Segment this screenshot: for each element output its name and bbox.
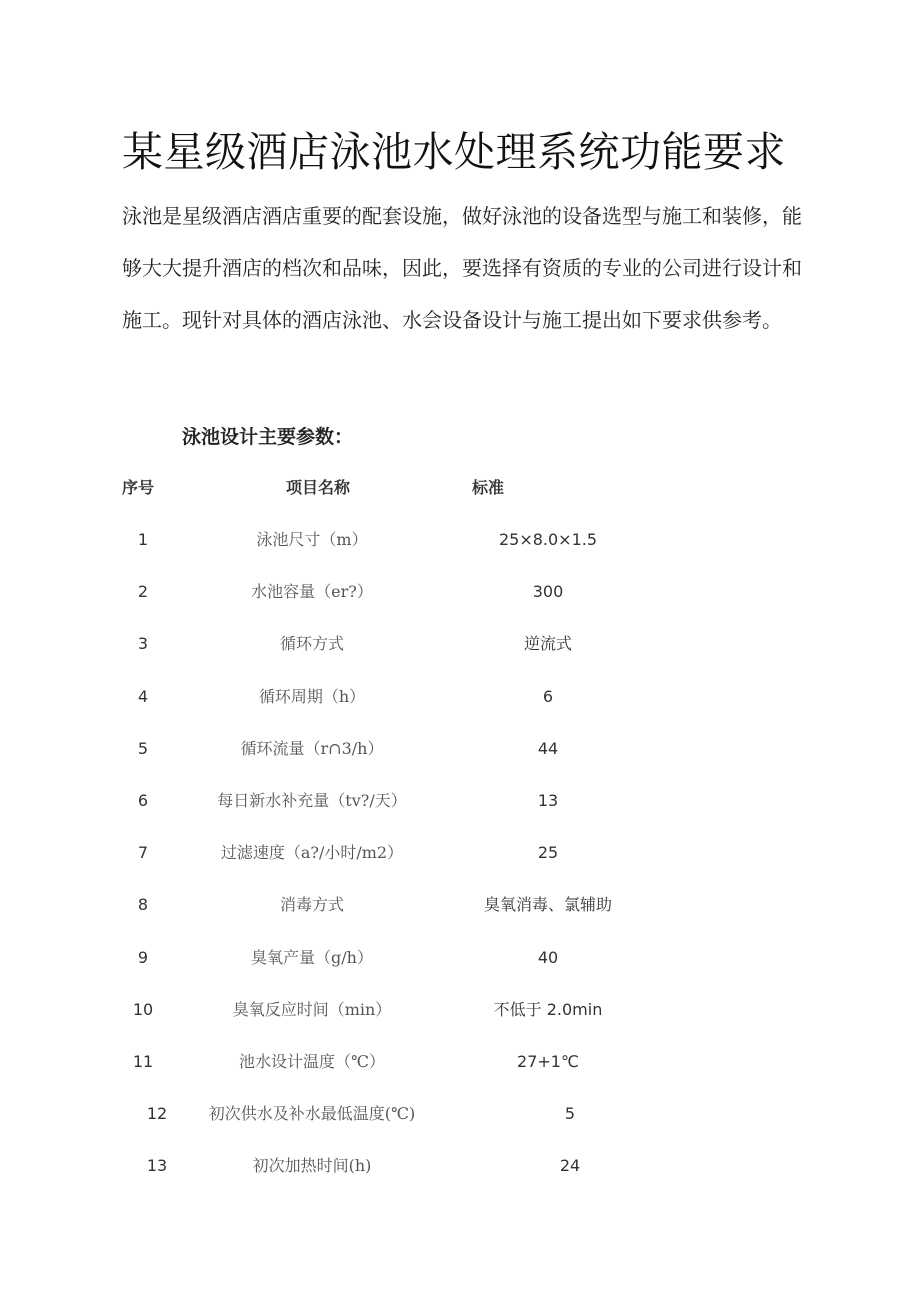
row-standard: 25 bbox=[537, 843, 559, 862]
row-index: 1 bbox=[137, 530, 149, 549]
row-standard: 不低于 2.0min bbox=[493, 1000, 603, 1019]
table-row bbox=[0, 1099, 920, 1129]
row-name: 过滤速度（a?/小时/m2） bbox=[220, 843, 404, 862]
row-index: 5 bbox=[137, 739, 149, 758]
intro-paragraph: 泳池是星级酒店酒店重要的配套设施，做好泳池的设备选型与施工和装修，能够大大提升酒店的档次和品味，因此，要选择有资质的专业的公司进行设计和施工。现针对具体的酒店泳池、水会设备设计与施工提出如下要求供参考。 bbox=[122, 204, 802, 332]
table-row bbox=[0, 786, 920, 816]
table-row bbox=[0, 943, 920, 973]
header-name: 项目名称 bbox=[286, 478, 351, 497]
row-index: 11 bbox=[132, 1052, 154, 1071]
row-name: 水池容量（er?） bbox=[251, 582, 373, 601]
row-standard: 逆流式 bbox=[523, 634, 572, 653]
table-row bbox=[0, 838, 920, 868]
row-name: 循环流量（r∩3/h） bbox=[240, 739, 384, 758]
table-row bbox=[0, 890, 920, 920]
row-index: 10 bbox=[132, 1000, 154, 1019]
row-standard: 5 bbox=[564, 1104, 576, 1123]
row-index: 12 bbox=[146, 1104, 168, 1123]
row-standard: 40 bbox=[537, 948, 559, 967]
header-index: 序号 bbox=[122, 478, 155, 497]
row-index: 3 bbox=[137, 634, 149, 653]
row-standard: 300 bbox=[532, 582, 564, 601]
row-standard: 27+1℃ bbox=[517, 1052, 579, 1071]
row-index: 6 bbox=[137, 791, 149, 810]
row-standard: 44 bbox=[537, 739, 559, 758]
row-index: 13 bbox=[146, 1156, 168, 1175]
row-name: 臭氧产量（g/h） bbox=[251, 948, 373, 967]
row-standard: 6 bbox=[542, 687, 554, 706]
row-index: 4 bbox=[137, 687, 149, 706]
row-index: 9 bbox=[137, 948, 149, 967]
row-name: 臭氧反应时间（min） bbox=[232, 1000, 392, 1019]
table-row bbox=[0, 1047, 920, 1077]
row-name: 初次供水及补水最低温度(℃) bbox=[208, 1104, 416, 1123]
table-row bbox=[0, 1151, 920, 1181]
table-row bbox=[0, 577, 920, 607]
row-index: 7 bbox=[137, 843, 149, 862]
table-row bbox=[0, 682, 920, 712]
row-standard: 25×8.0×1.5 bbox=[498, 530, 598, 549]
row-name: 消毒方式 bbox=[279, 895, 344, 914]
row-index: 8 bbox=[137, 895, 149, 914]
row-name: 循环周期（h） bbox=[258, 687, 366, 706]
header-standard: 标准 bbox=[472, 478, 505, 497]
row-index: 2 bbox=[137, 582, 149, 601]
table-row bbox=[0, 734, 920, 764]
table-row bbox=[0, 629, 920, 659]
row-name: 池水设计温度（℃） bbox=[239, 1052, 385, 1071]
table-row bbox=[0, 525, 920, 555]
row-standard: 13 bbox=[537, 791, 559, 810]
row-standard: 24 bbox=[559, 1156, 581, 1175]
row-standard: 臭氧消毒、氯辅助 bbox=[483, 895, 612, 914]
table-row bbox=[0, 995, 920, 1025]
document-title: 某星级酒店泳池水处理系统功能要求 bbox=[122, 128, 786, 176]
row-name: 循环方式 bbox=[279, 634, 344, 653]
section-title: 泳池设计主要参数： bbox=[182, 426, 354, 448]
row-name: 每日新水补充量（tv?/天） bbox=[217, 791, 407, 810]
row-name: 初次加热时间(h) bbox=[252, 1156, 372, 1175]
row-name: 泳池尺寸（m） bbox=[256, 530, 368, 549]
